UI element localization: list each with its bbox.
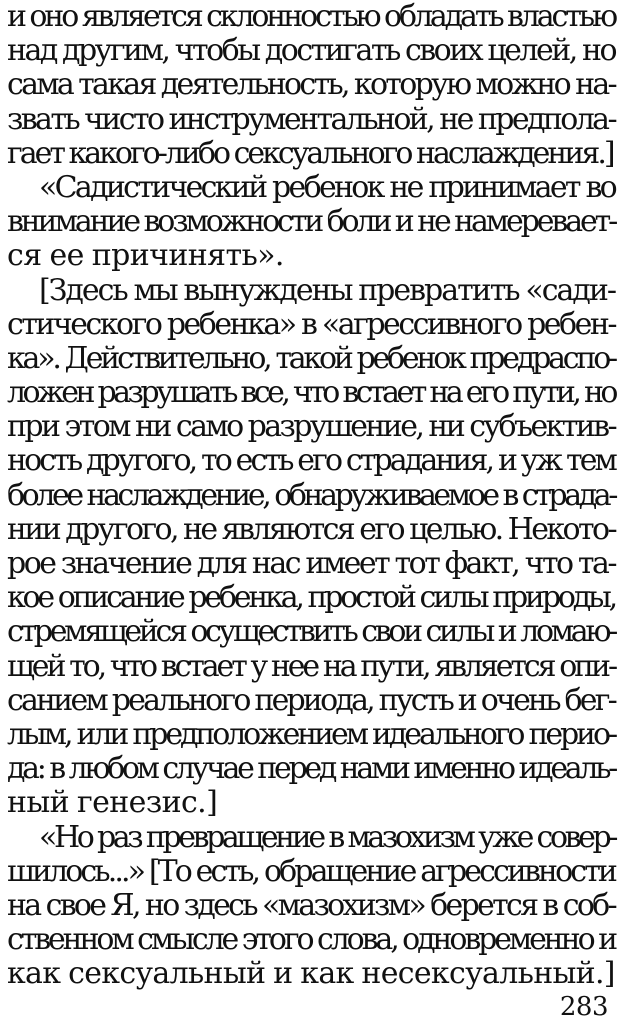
text-line: и оно является склонностью обладать властью <box>7 0 615 34</box>
text-line: ка». Действительно, такой ребенок предраспо- <box>7 340 615 376</box>
text-line: «Садистический ребенок не принимает во <box>39 169 615 205</box>
text-line: нии другого, не являются его целью. Некото- <box>7 511 615 547</box>
text-line: «Но раз превращение в мазохизм уже совер- <box>39 819 615 855</box>
text-line: над другим, чтобы достигать своих целей, но <box>7 33 615 69</box>
text-line: щей то, что встает у нее на пути, является опи- <box>7 648 615 684</box>
text-line: ложен разрушать все, что встает на его пути, но <box>7 375 615 411</box>
text-line: санием реального периода, пусть и очень бег- <box>7 682 615 718</box>
text-line: звать чисто инструментальной, не предпола- <box>7 101 615 137</box>
text-line: стремящейся осуществить свои силы и ломаю- <box>7 614 615 650</box>
text-line: ственном смысле этого слова, одновременно и <box>7 922 615 958</box>
text-line: [Здесь мы вынуждены превратить «сади- <box>39 272 615 308</box>
text-line: кое описание ребенка, простой силы природы, <box>7 580 615 616</box>
text-line: стического ребенка» в «агрессивного ребен- <box>7 306 615 342</box>
text-line: да: в любом случае перед нами именно идеаль- <box>7 751 615 787</box>
text-line: ся ее причинять». <box>7 238 284 274</box>
text-line: гает какого-либо сексуального наслаждения.] <box>7 135 613 171</box>
text-line: ность другого, то есть его страдания, и уж тем <box>7 443 615 479</box>
page-number: 283 <box>559 992 608 1022</box>
text-line: на свое Я, но здесь «мазохизм» берется в соб- <box>7 887 615 923</box>
text-line: шилось...» [То есть, обращение агрессивности <box>7 853 615 889</box>
text-block <box>7 0 615 991</box>
text-line: внимание возможности боли и не намеревает- <box>7 204 616 240</box>
text-line: как сексуальный и как несексуальный.] <box>7 956 615 992</box>
text-line: лым, или предположением идеального перио- <box>7 716 615 752</box>
page-body <box>7 0 615 991</box>
text-line: сама такая деятельность, которую можно на- <box>7 67 615 103</box>
text-line: более наслаждение, обнаруживаемое в страда- <box>7 477 615 513</box>
text-line: при этом ни само разрушение, ни субъектив- <box>7 409 615 445</box>
text-line: рое значение для нас имеет тот факт, что та- <box>7 546 615 581</box>
text-line: ный генезис.] <box>7 785 218 821</box>
